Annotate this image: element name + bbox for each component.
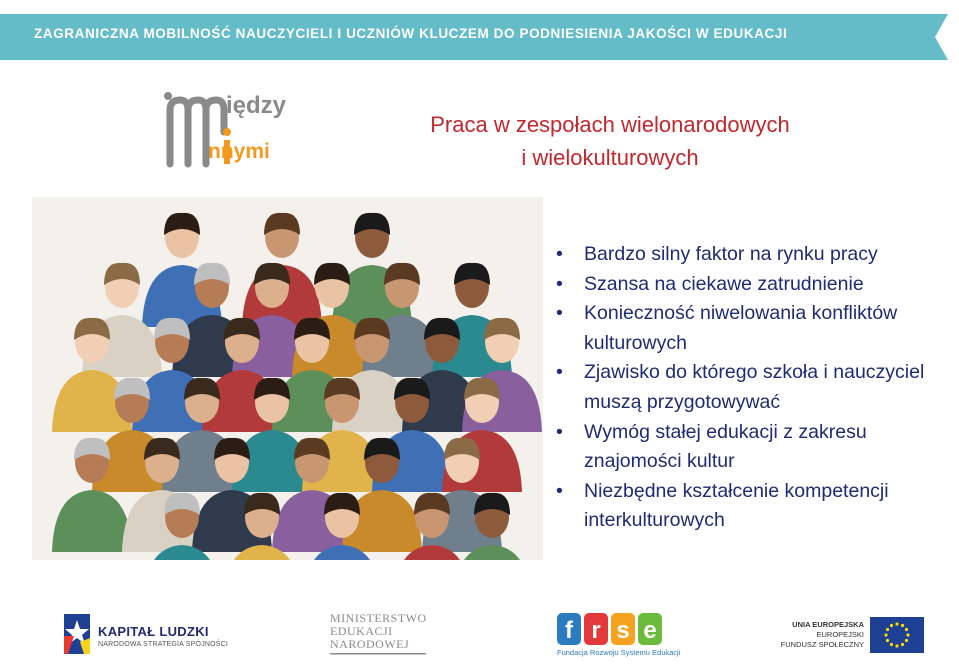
kapital-ludzki-star-icon — [60, 612, 94, 656]
eu-star-icon — [890, 624, 893, 627]
kapital-ludzki-subtitle: NARODOWA STRATEGIA SPÓJNOŚCI — [98, 641, 229, 648]
frse-letter-f: f — [565, 617, 573, 644]
eu-star-icon — [905, 628, 908, 631]
slide-title-line2: i wielokulturowych — [521, 145, 699, 170]
bullet-item: • Wymóg stałej edukacji z zakresu znajomości kultur — [556, 418, 956, 477]
eu-text — [772, 620, 864, 650]
eu-line3: FUNDUSZ SPOŁECZNY — [780, 640, 864, 649]
frse-logo — [557, 613, 665, 652]
ministry-logo — [330, 612, 430, 651]
group-photo-illustration — [32, 197, 543, 560]
slide-title — [380, 108, 840, 174]
bullet-item: • Szansa na ciekawe zatrudnienie — [556, 270, 956, 300]
bullet-item: • Konieczność niwelowania konfliktów kulturowych — [556, 299, 956, 358]
kapital-ludzki-logo — [60, 612, 94, 661]
eu-star-icon — [886, 628, 889, 631]
frse-subtitle: Fundacja Rozwoju Systemu Edukacji — [557, 648, 681, 657]
slide-title-line1: Praca w zespołach wielonarodowych — [430, 112, 790, 137]
eu-line2: EUROPEJSKI — [816, 630, 864, 639]
eu-flag-icon — [870, 617, 924, 653]
eu-star-icon — [895, 644, 898, 647]
ministry-line1: MINISTERSTWO — [330, 611, 427, 625]
frse-letter-s: s — [616, 617, 630, 644]
eu-star-icon — [890, 643, 893, 646]
ministry-line3: NARODOWEJ — [330, 637, 410, 651]
frse-letter-e: e — [643, 617, 657, 644]
header-banner — [0, 14, 959, 60]
bullet-item: • Bardzo silny faktor na rynku pracy — [556, 240, 956, 270]
frse-tiles — [557, 613, 665, 647]
ministry-underline — [330, 652, 426, 656]
banner-text: ZAGRANICZNA MOBILNOŚĆ NAUCZYCIELI I UCZNIÓW KLUCZEM DO PODNIESIENIA JAKOŚCI W EDUKACJI — [34, 26, 788, 41]
bullet-item: • Niezbędne kształcenie kompetencji interkulturowych — [556, 477, 956, 536]
logo-text-bottom: nnymi — [208, 140, 270, 163]
eu-star-icon — [895, 622, 898, 625]
bullet-list — [556, 240, 956, 536]
eu-star-icon — [884, 633, 887, 636]
eu-star-icon — [901, 624, 904, 627]
bullet-item: • Zjawisko do którego szkoła i nauczyciel muszą przygotowywać — [556, 358, 956, 417]
eu-star-icon — [906, 633, 909, 636]
eu-star-icon — [905, 639, 908, 642]
eu-line1: UNIA EUROPEJSKA — [792, 620, 864, 629]
eu-star-icon — [886, 639, 889, 642]
frse-letter-r: r — [591, 617, 601, 644]
kapital-ludzki-title: KAPITAŁ LUDZKI — [98, 624, 209, 639]
eu-star-icon — [901, 643, 904, 646]
logo-text-top: iędzy — [226, 92, 287, 119]
group-photo — [32, 197, 543, 560]
ministry-line2: EDUKACJI — [330, 624, 393, 638]
